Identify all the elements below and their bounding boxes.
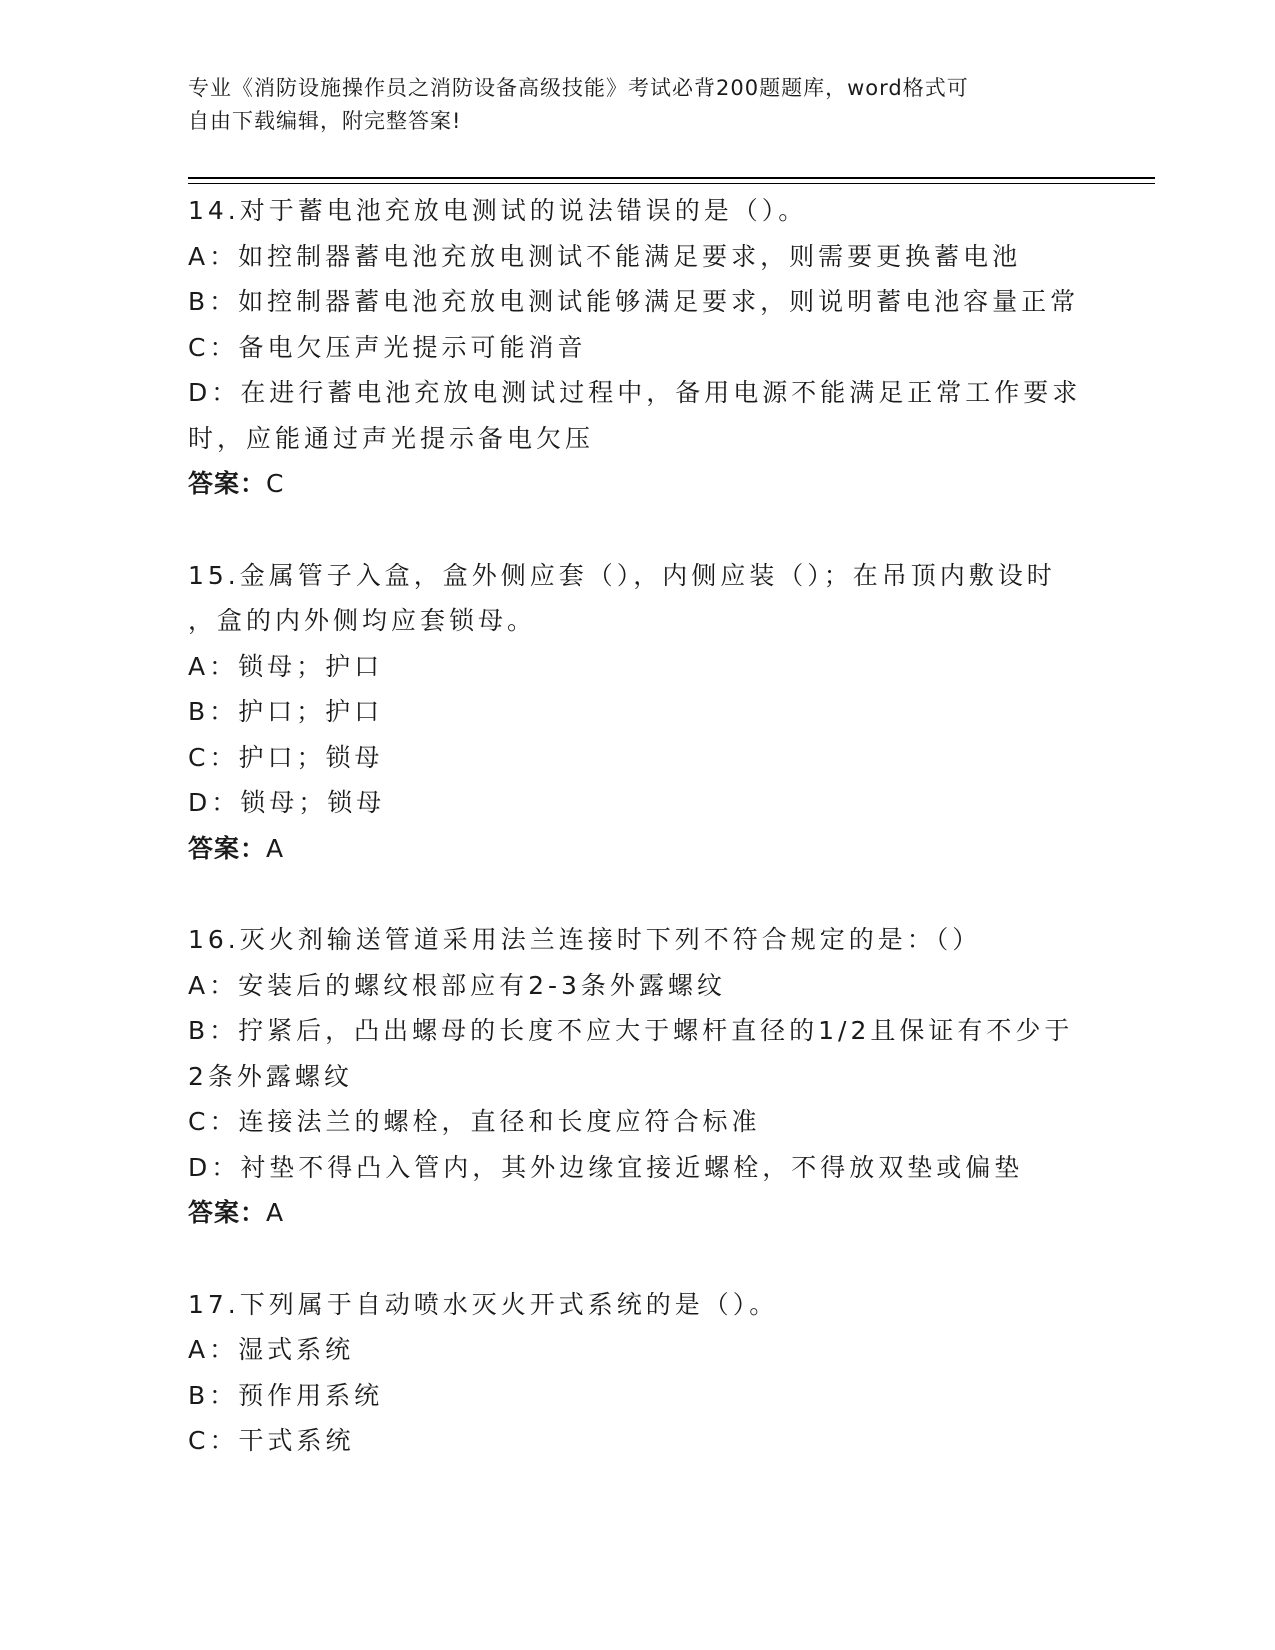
answer-line xyxy=(188,461,1088,507)
option-c: C：护口；锁母 xyxy=(188,742,384,772)
question-text: 17.下列属于自动喷水灭火开式系统的是（）。 xyxy=(188,1289,779,1319)
option-b: B：护口；护口 xyxy=(188,697,384,726)
answer-value: A xyxy=(266,833,285,863)
header-line-2: 自由下载编辑，附完整答案! xyxy=(188,109,462,133)
answer-value: C xyxy=(266,469,285,498)
question-text-continued: ，盒的内外侧均应套锁母。 xyxy=(188,606,537,635)
header-divider-thin xyxy=(188,183,1155,184)
option-a: A：如控制器蓄电池充放电测试不能满足要求，则需要更换蓄电池 xyxy=(188,241,1022,271)
option-b-continued: 2条外露螺纹 xyxy=(188,1061,353,1091)
header-divider-thick xyxy=(188,177,1155,179)
answer-value: A xyxy=(266,1198,285,1227)
question-15 xyxy=(188,553,1088,872)
question-list xyxy=(188,188,1088,1510)
option-c: C：备电欠压声光提示可能消音 xyxy=(188,332,587,362)
answer-line xyxy=(188,1190,1088,1236)
option-a: A：锁母；护口 xyxy=(188,651,384,681)
question-text: 14.对于蓄电池充放电测试的说法错误的是（）。 xyxy=(188,196,808,225)
header-line-1: 专业《消防设施操作员之消防设备高级技能》考试必背200题题库，word格式可 xyxy=(188,76,969,100)
question-16 xyxy=(188,917,1088,1236)
question-17 xyxy=(188,1282,1088,1464)
document-header xyxy=(188,72,1068,138)
option-a: A：湿式系统 xyxy=(188,1335,355,1364)
option-d: D：衬垫不得凸入管内，其外边缘宜接近螺栓，不得放双垫或偏垫 xyxy=(188,1152,1024,1182)
answer-label: 答案： xyxy=(188,1198,267,1227)
option-b: B：如控制器蓄电池充放电测试能够满足要求，则说明蓄电池容量正常 xyxy=(188,287,1080,316)
option-b: B：拧紧后，凸出螺母的长度不应大于螺杆直径的1/2且保证有不少于 xyxy=(188,1016,1074,1045)
option-d-continued: 时，应能通过声光提示备电欠压 xyxy=(188,423,595,453)
option-d: D：锁母；锁母 xyxy=(188,788,386,817)
answer-line xyxy=(188,826,1088,872)
question-text: 15.金属管子入盒，盒外侧应套（），内侧应装（）；在吊顶内敷设时 xyxy=(188,560,1056,590)
option-d: D：在进行蓄电池充放电测试过程中，备用电源不能满足正常工作要求 xyxy=(188,378,1082,407)
option-c: C：干式系统 xyxy=(188,1426,355,1455)
question-text: 16.灭火剂输送管道采用法兰连接时下列不符合规定的是：（） xyxy=(188,925,982,954)
option-a: A：安装后的螺纹根部应有2-3条外露螺纹 xyxy=(188,970,726,1000)
question-14 xyxy=(188,188,1088,507)
answer-label: 答案： xyxy=(188,469,267,498)
option-c: C：连接法兰的螺栓，直径和长度应符合标准 xyxy=(188,1107,761,1136)
option-b: B：预作用系统 xyxy=(188,1380,384,1410)
answer-label: 答案： xyxy=(188,833,267,863)
